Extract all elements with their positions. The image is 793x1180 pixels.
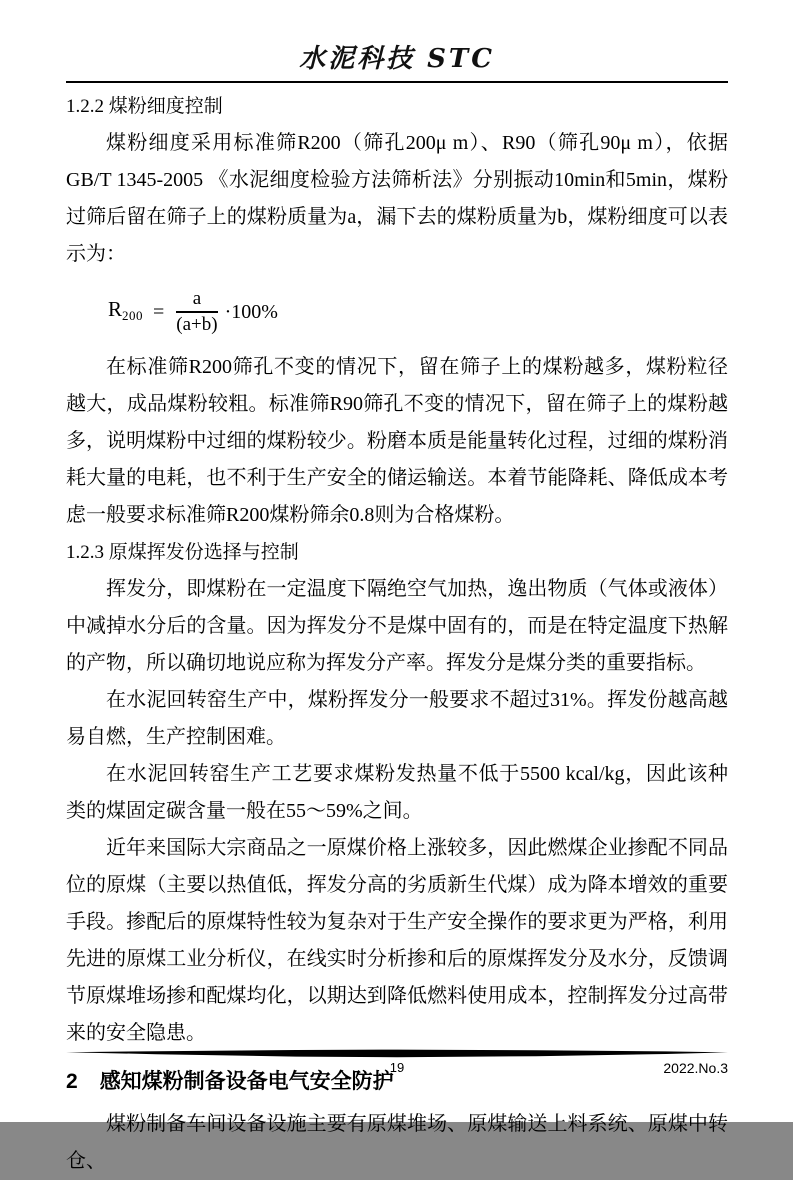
header-divider (66, 81, 728, 83)
paragraph-equipment: 煤粉制备车间设备设施主要有原煤堆场、原煤输送上料系统、原煤中转仓、 (66, 1113, 728, 1172)
paragraph-coal-blending: 近年来国际大宗商品之一原煤价格上涨较多，因此燃煤企业掺配不同品位的原煤（主要以热值低，挥发分高的劣质新生代煤）成为降本增效的重要手段。掺配后的原煤特性较为复杂对于生产安全操作的要求更为严格，利用先进的原煤工业分析仪，在线实时分析掺和后的原煤挥发分及水分，反馈调节原煤堆场掺和配煤均化，以期达到降低燃料使用成本，控制挥发分过高带来的安全隐患。 (66, 837, 728, 1044)
journal-title: 水泥科技 STC (299, 44, 495, 74)
formula-equals: = (153, 300, 165, 323)
formula-subscript: 200 (122, 307, 144, 323)
formula-r200 (108, 283, 728, 341)
paragraph-sieve: 在标准筛R200筛孔不变的情况下，留在筛子上的煤粉越多，煤粉粒径越大，成品煤粉较粗。标准筛R90筛孔不变的情况下，留在筛子上的煤粉越多，说明煤粉中过细的煤粉较少。粉磨本质是能量转化过程，过细的煤粉消耗大量的电耗，也不利于生产安全的储运输送。本着节能降耗、降低成本考虑一般要求标准筛R200煤粉筛余0.8则为合格煤粉。 (66, 356, 728, 526)
formula-symbol: R200 (108, 296, 144, 323)
paragraph-volatile-limit: 在水泥回转窑生产中，煤粉挥发分一般要求不超过31%。挥发份越高越易自燃，生产控制困难。 (66, 689, 728, 748)
section-heading-1-2-3: 1.2.3 原煤挥发份选择与控制 (66, 542, 299, 563)
paragraph-volatile-definition: 挥发分，即煤粉在一定温度下隔绝空气加热，逸出物质（气体或液体）中减掉水分后的含量。因为挥发分不是煤中固有的，而是在特定温度下热解的产物，所以确切地说应称为挥发分产率。挥发分是煤分类的重要指标。 (66, 578, 728, 674)
section-2-number: 2 (66, 1070, 78, 1093)
footer-divider-shape (66, 1049, 728, 1058)
formula-numerator: a (176, 288, 217, 313)
page-number: 19 (389, 1060, 405, 1075)
page-header (66, 38, 728, 75)
paragraph-calorific-value: 在水泥回转窑生产工艺要求煤粉发热量不低于5500 kcal/kg，因此该种类的煤固定碳含量一般在55～59%之间。 (66, 763, 728, 822)
formula-fraction (176, 288, 217, 336)
footer-divider (66, 1049, 728, 1058)
issue-label: 2022.No.3 (663, 1060, 728, 1076)
section-2-title: 感知煤粉制备设备电气安全防护 (99, 1070, 394, 1093)
paragraph-fineness: 煤粉细度采用标准筛R200（筛孔200μ m）、R90（筛孔90μ m），依据GB/T 1345-2005 《水泥细度检验方法筛析法》分别振动10min和5min，煤粉过筛后留在筛子上的煤粉质量为a，漏下去的煤粉质量为b，煤粉细度可以表示为： (66, 132, 728, 265)
article-body (66, 88, 728, 1180)
section-heading-1-2-2: 1.2.2 煤粉细度控制 (66, 96, 223, 117)
formula-factor: ·100% (224, 300, 278, 323)
formula-denominator: (a+b) (176, 314, 218, 335)
